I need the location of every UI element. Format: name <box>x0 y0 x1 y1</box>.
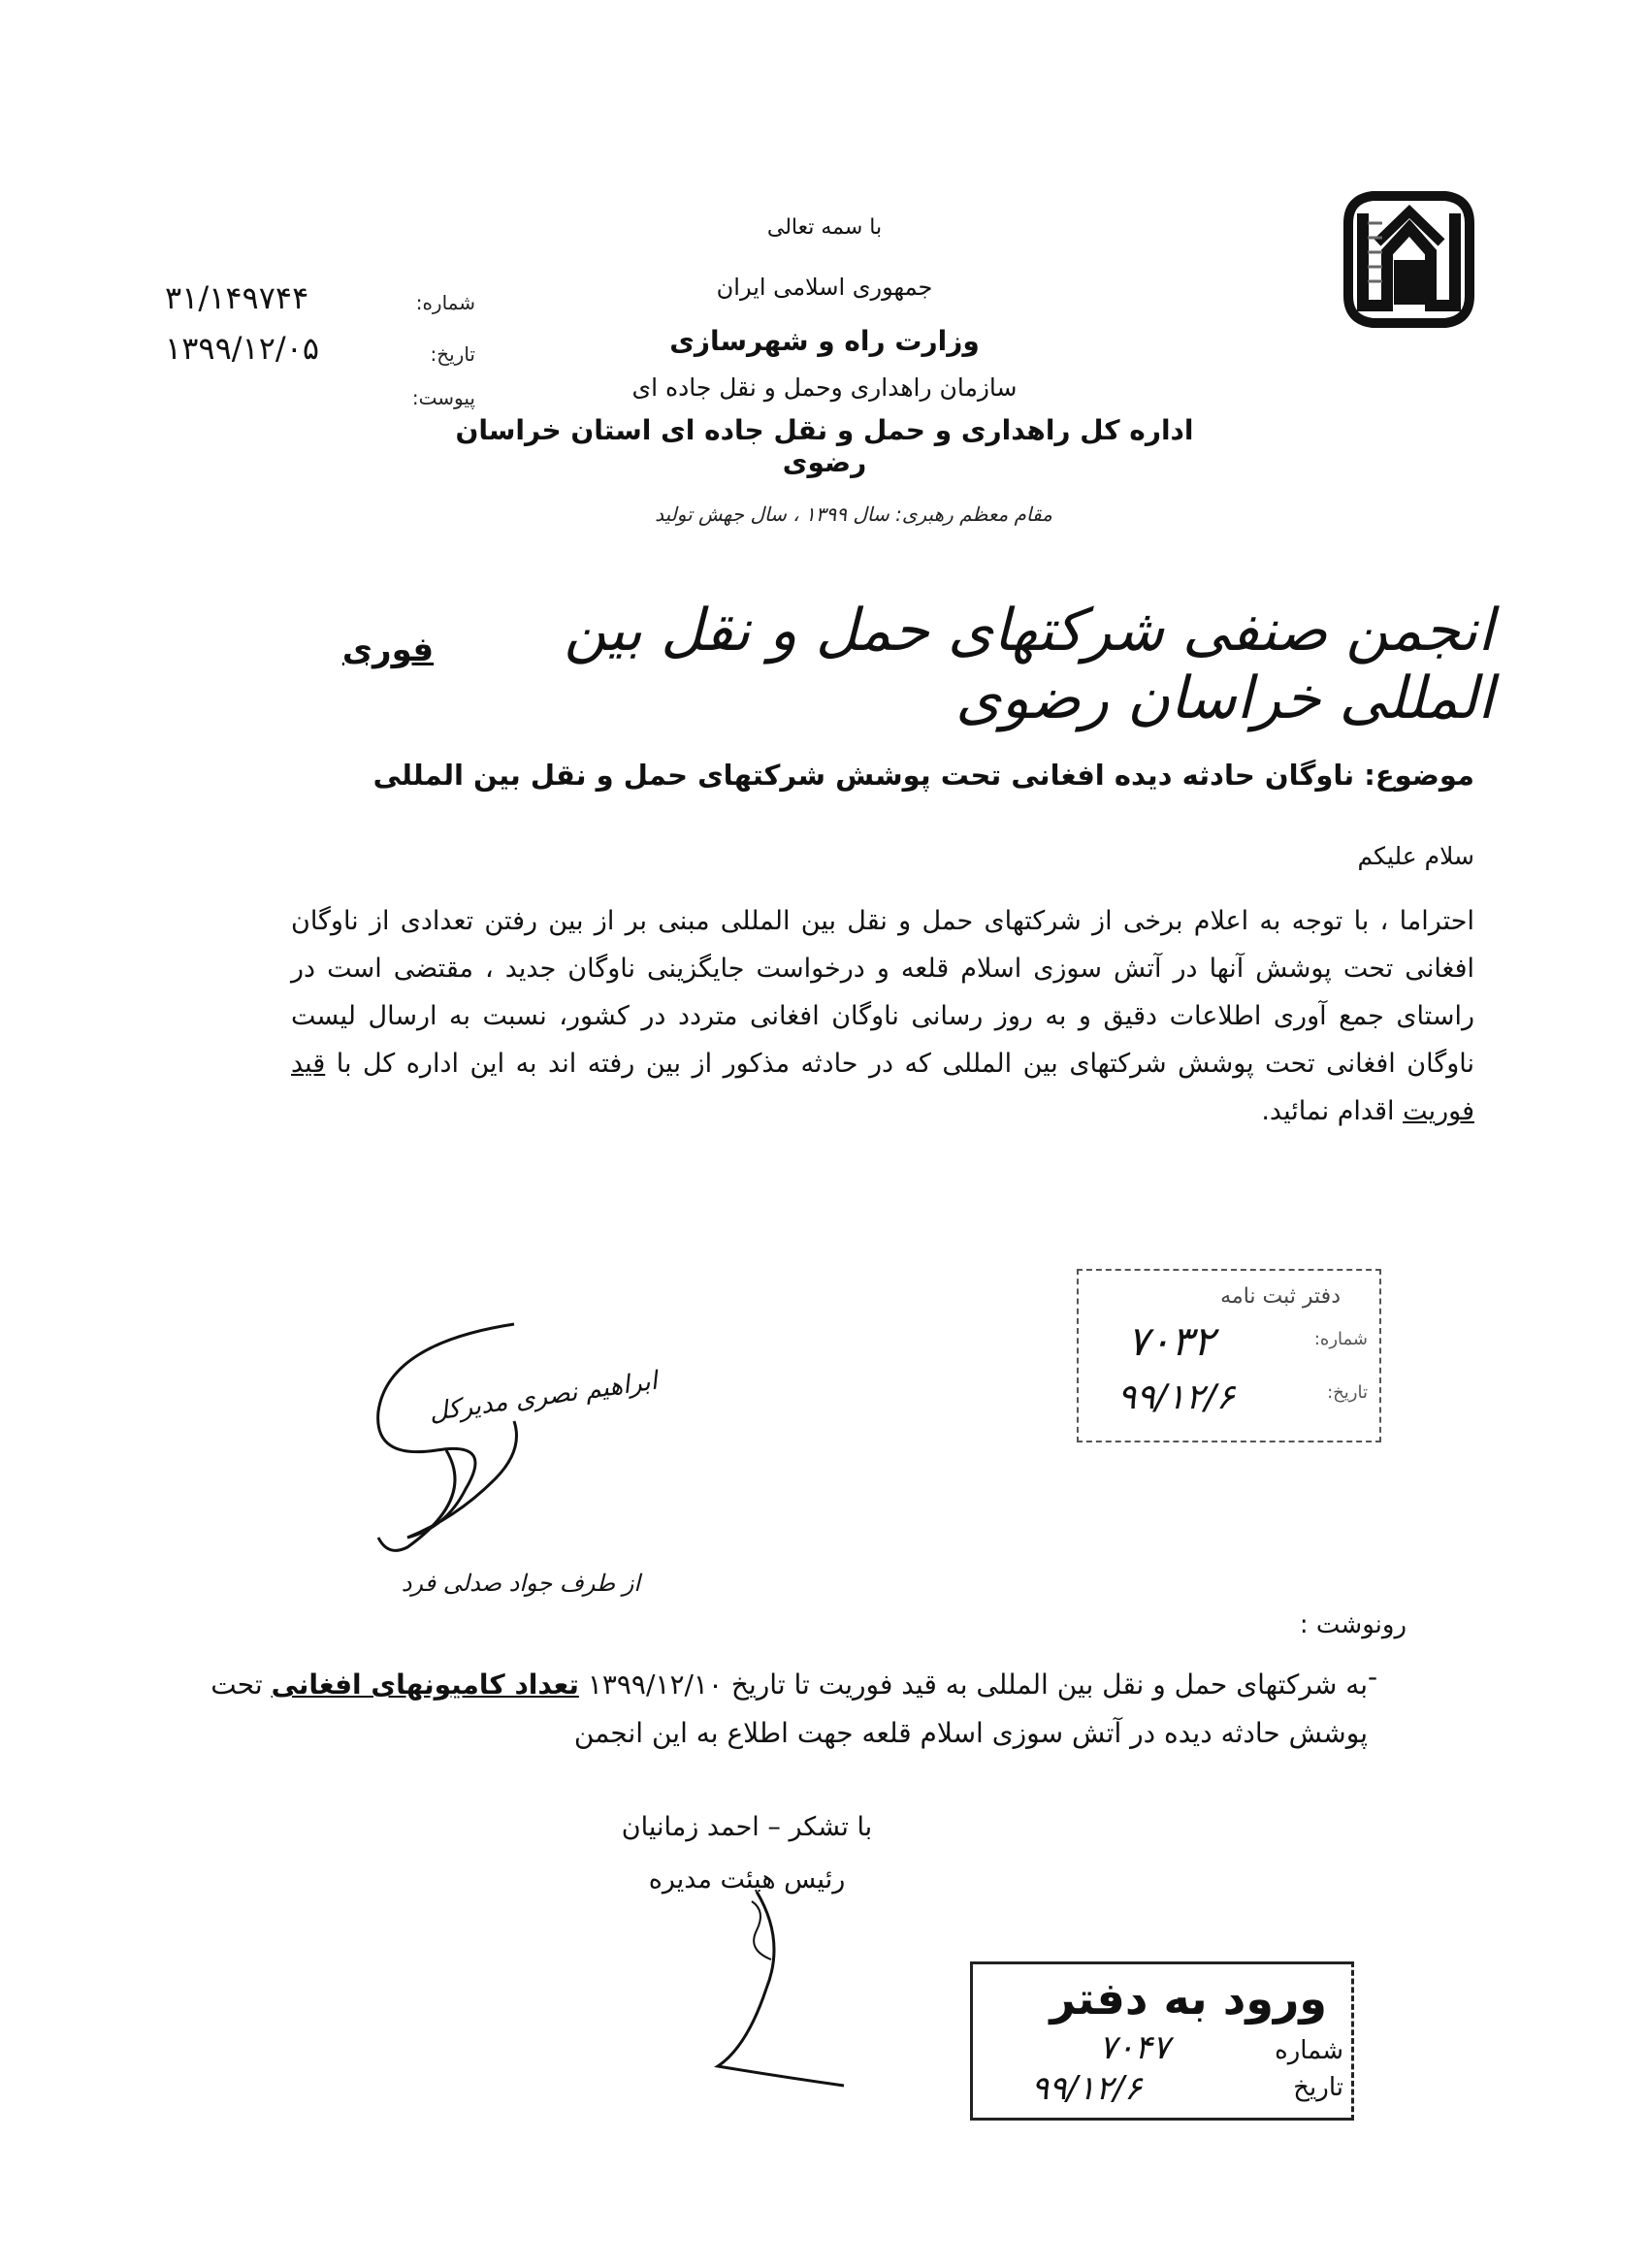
letter-number-value: ۳۱/۱۴۹۷۴۴ <box>165 279 309 316</box>
entry-stamp <box>970 1961 1354 2121</box>
stamp1-date: ۹۹/۱۲/۶ <box>1117 1377 1235 1417</box>
department-name: اداره کل راهداری و حمل و نقل جاده ای استان خراسان رضوی <box>455 414 1194 478</box>
recipient: انجمن صنفی شرکتهای حمل و نقل بین المللی خراسان رضوی <box>564 597 1494 732</box>
chairman-signature-scribble <box>698 1882 863 2095</box>
entry-stamp-date: ۹۹/۱۲/۶ <box>1031 2069 1143 2108</box>
body-underlined: قید فوریت <box>291 1049 1474 1126</box>
body-part-1: احتراما ، با توجه به اعلام برخی از شرکتهای حمل و نقل بین المللی مبنی بر از بین رفتن تعدادی از ناوگان افغانی تحت پوشش آنها در آتش سوزی اسلام قلعه و درخواست جایگزینی ناوگان جدید ، مقتضی است در راستای جمع آوری اطلاعات دقیق و به روز رسانی ناوگان افغانی متردد در کشور، نسبت به ارسال لیست ناوگان افغانی تحت پوشش شرکتهای بین المللی که در حادثه مذکور از بین رفته اند به این اداره کل با <box>291 906 1474 1079</box>
entry-stamp-title: ورود به دفتر <box>1050 1972 1327 2025</box>
organization-name: سازمان راهداری وحمل و نقل جاده ای <box>631 373 1018 402</box>
cc-part-1: به شرکتهای حمل و نقل بین المللی به قید فوریت تا تاریخ ۱۳۹۹/۱۲/۱۰ <box>578 1669 1368 1701</box>
greeting: سلام علیکم <box>1357 842 1474 870</box>
ministry-logo-icon <box>1334 184 1484 335</box>
attachment-label: پیوست: <box>411 386 475 409</box>
signature-on-behalf: از طرف جواد صدلی فرد <box>401 1570 640 1597</box>
urgent-label: فوری <box>341 631 435 669</box>
basmala: با سمه تعالی <box>766 215 883 240</box>
cc-text <box>146 1661 1368 1758</box>
letter-date-label: تاریخ: <box>430 342 475 366</box>
entry-stamp-number: ۷۰۴۷ <box>1099 2028 1171 2067</box>
closing-title: رئیس هیئت مدیره <box>648 1864 846 1895</box>
office-stamp-1 <box>1077 1269 1381 1442</box>
letter-number-label: شماره: <box>415 291 475 314</box>
cc-part-2: تحت پوشش حادثه دیده در آتش سوزی اسلام قلعه جهت اطلاع به این انجمن <box>210 1669 1368 1749</box>
cc-bold: تعداد کامیونهای افغانی <box>271 1669 579 1701</box>
stamp1-number-label: شماره: <box>1313 1329 1368 1349</box>
entry-stamp-date-label: تاریخ <box>1293 2073 1343 2102</box>
letter-date-value: ۱۳۹۹/۱۲/۰۵ <box>165 330 320 367</box>
letter-body <box>291 897 1474 1135</box>
leader-motto: مقام معظم رهبری: سال ۱۳۹۹ ، سال جهش تولید <box>655 502 1052 526</box>
signature-name: ابراهیم نصری مدیرکل <box>427 1366 660 1428</box>
stamp1-title: دفتر ثبت نامه <box>1220 1284 1341 1309</box>
entry-stamp-number-label: شماره <box>1275 2036 1343 2065</box>
cc-dash: - <box>1367 1661 1378 1693</box>
ministry-name: وزارت راه و شهرسازی <box>669 325 980 357</box>
country-name: جمهوری اسلامی ایران <box>716 274 933 301</box>
subject-line: موضوع: ناوگان حادثه دیده افغانی تحت پوشش شرکتهای حمل و نقل بین المللی <box>372 759 1474 792</box>
stamp1-date-label: تاریخ: <box>1327 1382 1368 1403</box>
closing-thanks: با تشکر – احمد زمانیان <box>621 1812 873 1842</box>
body-part-2: اقدام نمائید. <box>1261 1096 1404 1126</box>
stamp1-number: ۷۰۳۲ <box>1127 1317 1215 1365</box>
cc-label: رونوشت : <box>1299 1610 1406 1639</box>
signature-scribble <box>349 1305 660 1576</box>
